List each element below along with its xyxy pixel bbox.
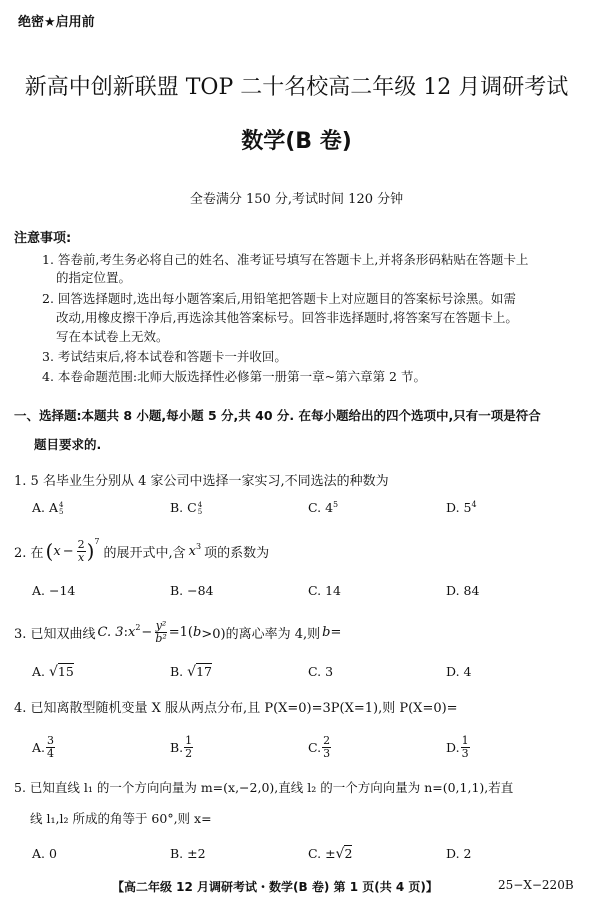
subject-title: 数学(B 卷) [241,129,352,154]
q4-option-b[interactable]: B. $\frac{1}{2}$ [170,733,193,760]
note-line-1: 1. 答卷前,考生务必将自己的姓名、准考证号填写在答题卡上,并将条形码粘贴在答题卡上 [42,252,529,267]
page-footer: 【高二年级 12 月调研考试・数学(B 卷) 第 1 页(共 4 页)】 [112,880,438,894]
q3-option-b[interactable]: B. √17 [170,664,212,680]
question-5-options [0,846,593,866]
q2-option-a[interactable]: A. −14 [32,583,76,598]
q4-option-c[interactable]: C. $\frac{2}{3}$ [308,733,331,760]
q4-option-a[interactable]: A. $\frac{3}{4}$ [32,733,55,760]
q5-option-a[interactable]: A. 0 [32,846,57,861]
note-line-6: 3. 考试结束后,将本试卷和答题卡一并收回。 [42,349,287,364]
q4-option-d[interactable]: D. $\frac{1}{3}$ [446,733,469,760]
question-4-options [0,732,593,762]
q2-option-b[interactable]: B. −84 [170,583,214,598]
q2-option-c[interactable]: C. 14 [308,583,341,598]
question-4-stem: 4. 已知离散型随机变量 X 服从两点分布,且 P(X=0)=3P(X=1),则 P(X=0)= [14,701,458,716]
note-line-3: 2. 回答选择题时,选出每小题答案后,用铅笔把答题卡上对应题目的答案标号涂黑。如需 [42,291,516,306]
q1-option-b[interactable]: B. C 4 5 [170,500,203,516]
question-2-options [0,583,593,603]
q3-option-d[interactable]: D. 4 [446,664,472,679]
section-heading-cont: 题目要求的. [34,437,102,452]
q2-option-d[interactable]: D. 84 [446,583,480,598]
q1-option-d[interactable]: D. $5^4$ [446,499,477,515]
question-1-stem: 1. 5 名毕业生分别从 4 家公司中选择一家实习,不同选法的种数为 [14,474,389,489]
question-3-stem: 3. 已知双曲线 C. 3 : x 2 − $\frac{\text{y²}}{\text{b²}}$ =1( b >0)的离心率为 4,则 b = [14,618,342,645]
note-line-2: 的指定位置。 [56,270,132,285]
question-3-options [0,664,593,684]
paper-code: 25−X−220B [498,878,574,892]
question-2-stem: 2. 在 ( x − $\frac{2}{x}$ ) 7 的展开式中,含 x 3 项的系数为 [14,537,270,564]
q1-option-c[interactable]: C. $4^5$ [308,499,339,515]
section-heading: 一、选择题:本题共 8 小题,每小题 5 分,共 40 分. 在每小题给出的四个选项中,只有一项是符合 [14,408,541,423]
question-5-stem-2: 线 l₁,l₂ 所成的角等于 60°,则 x= [30,811,212,826]
notes-heading: 注意事项: [14,231,72,246]
question-5-stem-1: 5. 已知直线 l₁ 的一个方向向量为 m=(x,−2,0),直线 l₂ 的一个方向向量为 n=(0,1,1),若直 [14,780,514,795]
exam-title: 新高中创新联盟 TOP 二十名校高二年级 12 月调研考试 [24,75,569,100]
note-line-7: 4. 本卷命题范围:北师大版选择性必修第一册第一章~第六章第 2 节。 [42,369,426,384]
q5-option-b[interactable]: B. ±2 [170,846,206,861]
q3-option-a[interactable]: A. √15 [32,664,74,680]
q3-option-c[interactable]: C. 3 [308,664,334,679]
note-line-5: 写在本试卷上无效。 [56,329,169,344]
confidential-label: 绝密★启用前 [18,15,95,30]
q5-option-d[interactable]: D. 2 [446,846,472,861]
exam-info: 全卷满分 150 分,考试时间 120 分钟 [189,192,404,207]
question-1-options [0,500,593,520]
q1-option-a[interactable]: A. A 4 5 [32,500,64,516]
q5-option-c[interactable]: C. ±√2 [308,846,353,862]
note-line-4: 改动,用橡皮擦干净后,再选涂其他答案标号。回答非选择题时,将答案写在答题卡上。 [56,310,518,325]
